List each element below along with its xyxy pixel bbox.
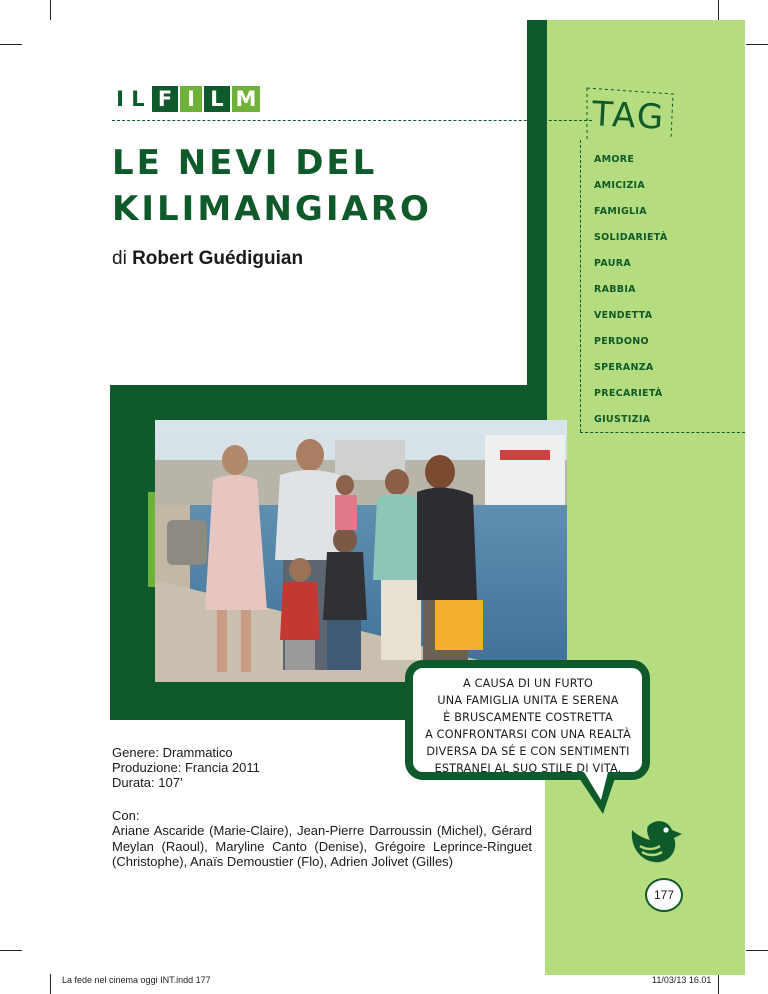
crop-mark: [0, 950, 22, 951]
tag-divider-vertical: [580, 140, 581, 432]
crop-mark: [746, 950, 768, 951]
synopsis-line: UNA FAMIGLIA UNITA E SERENA: [437, 694, 619, 707]
tag-item: PRECARIETÀ: [594, 388, 663, 399]
director-prefix: di: [112, 248, 127, 269]
logo-letter-box: I: [180, 86, 202, 112]
synopsis-line: A CONFRONTARSI CON UNA REALTÀ: [425, 728, 631, 741]
tag-item: RABBIA: [594, 284, 636, 295]
header-divider: [112, 120, 592, 121]
synopsis-text: [412, 675, 644, 777]
tag-item: PAURA: [594, 258, 632, 269]
tag-list: [594, 152, 667, 438]
cast-section: [112, 808, 532, 870]
genre: Genere: Drammatico: [112, 745, 233, 760]
tag-item: FAMIGLIA: [594, 206, 647, 217]
logo-letter-box: M: [232, 86, 260, 112]
film-still-photo: [155, 420, 567, 682]
crop-mark: [50, 974, 51, 994]
synopsis-line: DIVERSA DA SÉ E CON SENTIMENTI: [426, 745, 630, 758]
film-info: [112, 745, 260, 790]
logo-letter: I: [116, 87, 124, 111]
tag-item: PERDONO: [594, 336, 649, 347]
film-title: LE NEVI DEL KILIMANGIARO: [112, 143, 432, 229]
tag-item: AMORE: [594, 154, 635, 165]
footer-file-info: La fede nel cinema oggi INT.indd 177: [62, 975, 211, 985]
cast-label: Con:: [112, 808, 140, 823]
tag-item: GIUSTIZIA: [594, 414, 651, 425]
synopsis-line: ESTRANEI AL SUO STILE DI VITA.: [434, 762, 622, 775]
duration: Durata: 107’: [112, 775, 183, 790]
tag-item: AMICIZIA: [594, 180, 646, 191]
synopsis-line: È BRUSCAMENTE COSTRETTA: [443, 711, 613, 724]
tag-item: SPERANZA: [594, 362, 654, 373]
family-on-pier-image: [155, 420, 567, 682]
synopsis-line: A CAUSA DI UN FURTO: [463, 677, 593, 690]
director-name: Robert Guédiguian: [132, 248, 304, 269]
frame-accent: [148, 492, 155, 587]
logo-letter-box: F: [152, 86, 178, 112]
page-number-badge: [645, 878, 683, 912]
crop-mark: [50, 0, 51, 20]
crop-mark: [718, 0, 719, 20]
crop-mark: [718, 974, 719, 994]
crop-mark: [746, 44, 768, 45]
footer-timestamp: 11/03/13 16.01: [652, 975, 712, 985]
il-film-logo: [112, 86, 260, 112]
cast-list: Ariane Ascaride (Marie-Claire), Jean-Pierre Darroussin (Michel), Gérard Meylan (Raoul), Maryline Canto (Denise), Grégoire Leprince-Ringuet (Christophe), Anaïs Demoustier (Flo), Adrien Jolivet (Gilles): [112, 823, 532, 870]
tag-item: SOLIDARIETÀ: [594, 232, 668, 243]
tag-item: VENDETTA: [594, 310, 653, 321]
bird-icon: [626, 812, 684, 870]
director-line: [112, 248, 303, 270]
crop-mark: [0, 44, 22, 45]
speech-bubble-tail: [575, 772, 625, 820]
page-number: 177: [653, 888, 675, 902]
logo-letter: L: [131, 87, 145, 111]
tag-heading: TAG: [591, 94, 667, 138]
logo-letter-box: L: [204, 86, 230, 112]
production: Produzione: Francia 2011: [112, 760, 260, 775]
